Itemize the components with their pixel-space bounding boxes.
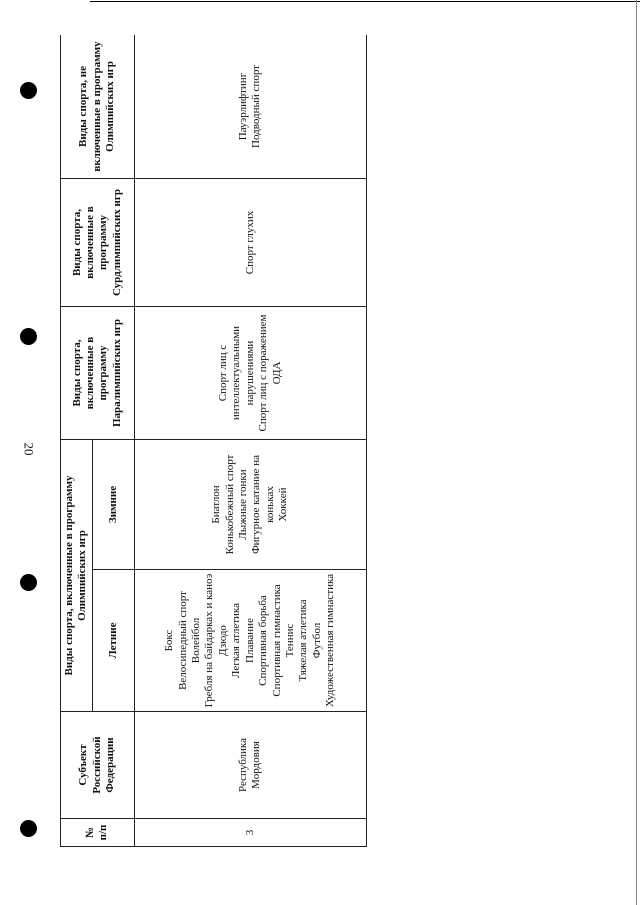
- list-item: Пауэрлифтинг: [237, 72, 249, 141]
- list-item: Спортивная гимнастика: [270, 584, 283, 697]
- list-item: Волейбол: [190, 617, 203, 664]
- list-item: Футбол: [310, 622, 323, 659]
- scan-edge-top: [90, 1, 640, 2]
- row-winter-list: [134, 440, 366, 570]
- header-num: № п/п: [61, 819, 135, 847]
- list-item: Спорт лиц с интеллектуальными нарушениями: [216, 325, 256, 421]
- list-item: Подводный спорт: [250, 65, 263, 148]
- list-item: Спорт лиц с поражением ОДА: [257, 314, 283, 432]
- list-item: Бокс: [163, 629, 176, 652]
- punch-hole-4: [20, 820, 37, 837]
- row-paralympic-list: [134, 307, 366, 440]
- header-deaflympic: Виды спорта, включенные в программу Сурдлимпийских игр: [61, 179, 135, 307]
- list-item: Конькобежный спорт: [223, 454, 236, 555]
- header-paralympic: Виды спорта, включенные в программу Паралимпийских игр: [61, 307, 135, 440]
- list-item: Спорт глухих: [243, 210, 256, 275]
- scan-edge-right: [636, 0, 637, 905]
- sports-table-container: [60, 35, 367, 847]
- list-item: Тяжелая атлетика: [297, 599, 310, 682]
- list-item: Велосипедный спорт: [176, 591, 189, 690]
- list-item: Биатлон: [210, 485, 223, 524]
- header-non-olympic: Виды спорта, не включенные в программу Олимпийских игр: [61, 35, 135, 179]
- list-item: Легкая атлетика: [230, 603, 243, 678]
- header-subject: Субъект Российской Федерации: [61, 712, 135, 819]
- punch-hole-2: [20, 328, 37, 345]
- list-item: Теннис: [283, 623, 296, 658]
- row-non-olympic-list: [134, 35, 366, 179]
- list-item: Художественная гимнастика: [324, 573, 337, 708]
- list-item: Лыжные гонки: [237, 469, 249, 540]
- header-winter: Зимние: [92, 440, 134, 570]
- list-item: Хоккей: [277, 487, 290, 522]
- page-number: 20: [21, 442, 37, 456]
- list-item: Гребля на байдарках и каноэ: [203, 573, 216, 708]
- row-num: 3: [134, 819, 366, 847]
- list-item: Дзюдо: [216, 625, 229, 656]
- row-summer-list: [134, 570, 366, 712]
- row-subject: Республика Мордовия: [134, 712, 366, 819]
- list-item: Плавание: [243, 618, 256, 663]
- list-item: Спортивная борьба: [257, 595, 270, 686]
- list-item: Фигурное катание на коньках: [250, 454, 276, 555]
- header-olympic: Виды спорта, включенные в программу Олимпийских игр: [61, 440, 93, 712]
- header-summer: Летние: [92, 570, 134, 712]
- sports-table: [60, 35, 367, 847]
- punch-hole-1: [20, 82, 37, 99]
- punch-hole-3: [20, 574, 37, 591]
- row-deaflympic-list: [134, 179, 366, 307]
